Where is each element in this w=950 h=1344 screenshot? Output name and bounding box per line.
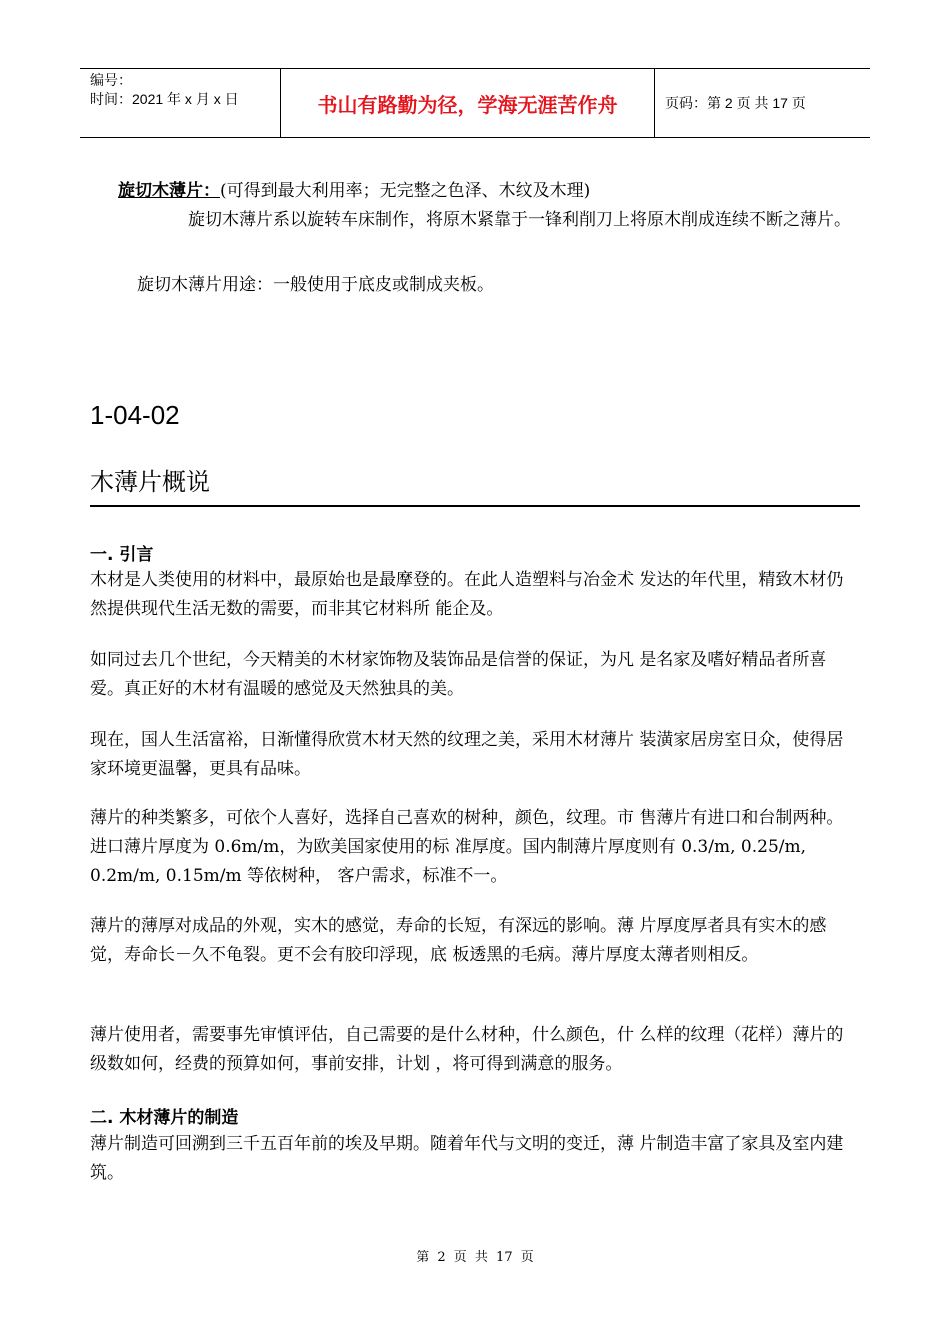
paragraph: 薄片使用者，需要事先审慎评估，自己需要的是什么材种，什么颜色，什 么样的纹理（花样）薄片的级数如何，经费的预算如何，事前安排，计划 ，将可得到满意的服务。 [90,1025,844,1074]
header-meta [80,69,281,137]
section-code: 1-04-02 [90,400,180,430]
paragraph: 木材是人类使用的材料中，最原始也是最摩登的。在此人造塑料与冶金术 发达的年代里，精致木材仍然提供现代生活无数的需要，而非其它材料所 能企及。 [90,570,844,619]
intro-subtitle: (可得到最大利用率；无完整之色泽、木纹及木理) [220,181,591,201]
paragraph: 薄片制造可回溯到三千五百年前的埃及早期。随着年代与文明的变迁，薄 片制造丰富了家具及室内建筑。 [90,1134,844,1183]
section-heading-intro: 一. 引言 [90,545,154,565]
intro-heading-line [118,178,590,204]
header-table [80,68,870,138]
paragraph: 薄片的种类繁多，可依个人喜好，选择自己喜欢的树种，颜色，纹理。市 售薄片有进口和台制两种。进口薄片厚度为 0.6m/m，为欧美国家使用的标 准厚度。国内制薄片厚度则有 0.3/m, 0.25/m, 0.2m/m, 0.15m/m 等依树种， 客户需求，标准不一。 [90,808,844,886]
header-page-label: 页码：第 2 页 共 17 页 [665,95,806,111]
number-label: 编号： [90,72,132,88]
page-title: 木薄片概说 [90,468,210,496]
date-label: 时间：2021 年 x 月 x 日 [90,91,239,107]
intro-paragraph: 旋切木薄片系以旋转车床制作，将原木紧靠于一锋利削刀上将原木削成连续不断之薄片。 [188,210,851,230]
section-heading-manufacture: 二. 木材薄片的制造 [90,1108,239,1128]
intro-title: 旋切木薄片： [118,181,220,201]
intro-usage: 旋切木薄片用途：一般使用于底皮或制成夹板。 [137,275,494,295]
title-divider [90,505,860,507]
paragraph: 薄片的薄厚对成品的外观，实木的感觉，寿命的长短，有深远的影响。薄 片厚度厚者具有实木的感觉，寿命长－久不龟裂。更不会有胶印浮现，底 板透黑的毛病。薄片厚度太薄者则相反。 [90,916,827,965]
header-motto: 书山有路勤为径，学海无涯苦作舟 [281,69,655,137]
page-footer: 第 2 页 共 17 页 [416,1250,534,1265]
paragraph: 现在，国人生活富裕，日渐懂得欣赏木材天然的纹理之美，采用木材薄片 装潢家居房室日众，使得居家环境更温馨，更具有品味。 [90,730,844,779]
paragraph: 如同过去几个世纪，今天精美的木材家饰物及装饰品是信誉的保证，为凡 是名家及嗜好精品者所喜爱。真正好的木材有温暖的感觉及天然独具的美。 [90,650,827,699]
